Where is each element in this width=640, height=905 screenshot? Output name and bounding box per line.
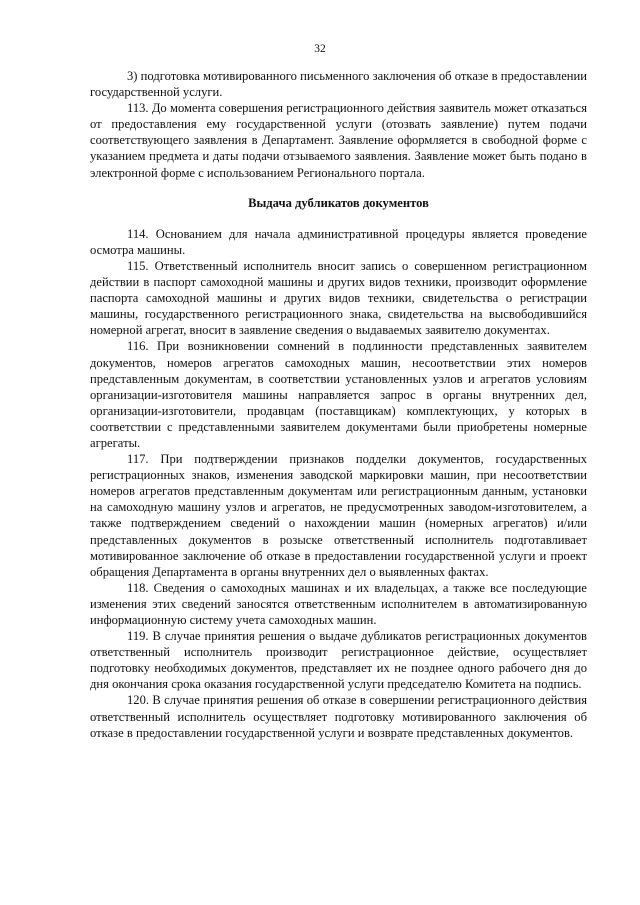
paragraph-120: 120. В случае принятия решения об отказе в совершении регистрационного действия ответственный исполнитель осуществляет подготовку мотивированного заключения об отказе в предоставлении государственной услуги и возврате представленных документов. xyxy=(90,693,587,740)
paragraph-116: 116. При возникновении сомнений в подлинности представленных заявителем документов, номеров агрегатов самоходных машин, несоответствии этих номеров представленным документам, в соответствии установленных узлов и агрегатов условиям организации-изготовителя машины направляется запрос в органы внутренних дел, организации-изготовители, продавцам (поставщикам) комплектующих, у которых в соответствии с представленными заявителем документами были приобретены номерные агрегаты. xyxy=(90,339,587,450)
paragraph-119: 119. В случае принятия решения о выдаче дубликатов регистрационных документов ответственный исполнитель производит регистрационное действие, осуществляет подготовку необходимых документов, представляет их не позднее одного рабочего дня до дня окончания срока оказания государственной услуги председателю Комитета на подпись. xyxy=(90,629,587,692)
paragraph-117: 117. При подтверждении признаков подделки документов, государственных регистрационных знаков, изменения заводской маркировки машин, при несоответствии номеров агрегатов представленным документам или регистрационным данным, установки на самоходную машину узлов и агрегатов, не предусмотренных заводом-изготовителем, а также подтверждением сведений о нахождении машин (номерных агрегатов) и/или представленных документов в розыске ответственный исполнитель подготавливает мотивированное заключение об отказе в предоставлении государственной услуги и проект обращения Департамента в органы внутренних дел о выявленных фактах. xyxy=(90,452,587,579)
paragraph-115: 115. Ответственный исполнитель вносит запись о совершенном регистрационном действии в паспорт самоходной машины и других видов техники, производит оформление паспорта самоходной машины и других видов техники, свидетельства о регистрации машины, государственного регистрационного знака, свидетельства на высвободившийся номерной агрегат, вносит в заявление сведения о выдаваемых заявителю документах. xyxy=(90,258,587,338)
paragraph-118: 118. Сведения о самоходных машинах и их владельцах, а также все последующие изменения этих сведений заносятся ответственным исполнителем в автоматизированную информационную систему учета самоходных машин. xyxy=(90,580,587,627)
document-body xyxy=(90,68,587,741)
paragraph-113: 113. До момента совершения регистрационного действия заявитель может отказаться от предоставления ему государственной услуги (отозвать заявление) путем подачи соответствующего заявления в Департамент. Заявление оформляется в свободной форме с указанием предмета и даты подачи отзываемого заявления. Заявление может быть подано в электронной форме с использованием Регионального портала. xyxy=(90,101,587,180)
paragraph-114: 114. Основанием для начала административной процедуры является проведение осмотра машины. xyxy=(90,226,587,257)
section-heading: Выдача дубликатов документов xyxy=(248,195,429,210)
page-number: 32 xyxy=(314,43,326,55)
paragraph-item-3: 3) подготовка мотивированного письменного заключения об отказе в предоставлении государственной услуги. xyxy=(90,69,587,100)
